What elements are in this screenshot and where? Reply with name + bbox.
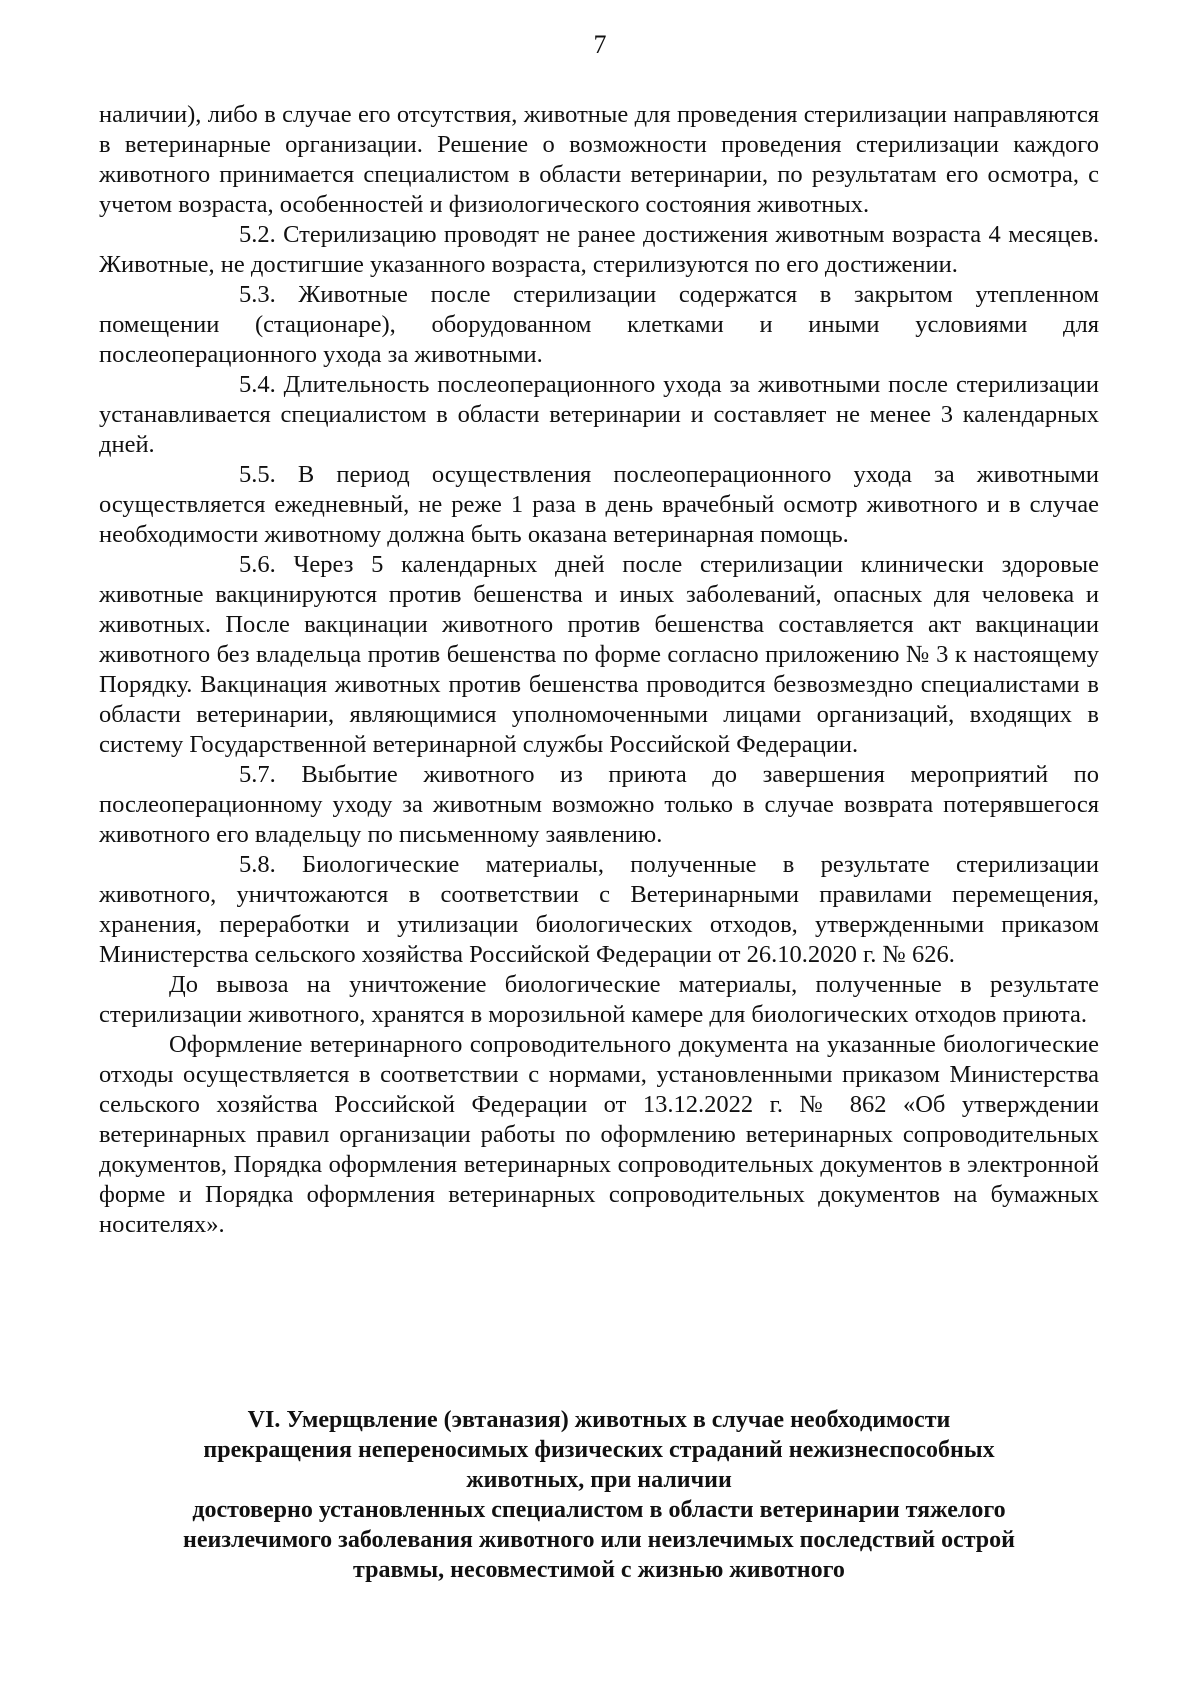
clause-number: 5.5. — [239, 461, 276, 488]
paragraph-storage: До вывоза на уничтожение биологические материалы, полученные в результате стерилизации животного, хранятся в морозильной камере для биологических отходов приюта. — [99, 971, 1099, 1028]
clause-number: 5.6. — [239, 551, 276, 578]
clause-text: Стерилизацию проводят не ранее достижения животным возраста 4 месяцев. Животные, не достигшие указанного возраста, стерилизуются по его достижении. — [99, 221, 1100, 278]
paragraph-5-6 — [99, 550, 1099, 760]
section-title-line: неизлечимого заболевания животного или неизлечимых последствий острой — [183, 1527, 1015, 1553]
clause-text: Животные после стерилизации содержатся в закрытом утепленном помещении (стационаре), оборудованном клетками и иными условиями для послеоперационного ухода за животными. — [99, 281, 1099, 368]
section-title — [99, 1405, 1099, 1585]
clause-number: 5.3. — [239, 281, 276, 308]
section-title-line: достоверно установленных специалистом в области ветеринарии тяжелого — [192, 1497, 1006, 1523]
clause-text: В период осуществления послеоперационного ухода за животными осуществляется ежедневный, не реже 1 раза в день врачебный осмотр животного и в случае необходимости животному должна быть оказана ветеринарная помощь. — [99, 461, 1099, 548]
paragraph-5-5 — [99, 460, 1099, 550]
clause-text: Биологические материалы, полученные в результате стерилизации животного, уничтожаются в соответствии с Ветеринарными правилами перемещения, хранения, переработки и утилизации биологических отходов, утвержденными приказом Министерства сельского хозяйства Российской Федерации от 26.10.2020 г. № 626. — [99, 851, 1099, 968]
paragraph-5-2 — [99, 220, 1099, 280]
paragraph-5-3 — [99, 280, 1099, 370]
paragraph-documentation: Оформление ветеринарного сопроводительного документа на указанные биологические отходы осуществляется в соответствии с нормами, установленными приказом Министерства сельского хозяйства Российской Федерации от 13.12.2022 г. № 862 «Об утверждении ветеринарных правил организации работы по оформлению ветеринарных сопроводительных документов, Порядка оформления ветеринарных сопроводительных документов в электронной форме и Порядка оформления ветеринарных сопроводительных документов на бумажных носителях». — [99, 1031, 1099, 1238]
paragraph-5-4 — [99, 370, 1099, 460]
clause-number: 5.2. — [239, 221, 276, 248]
section-title-line: травмы, несовместимой с жизнью животного — [353, 1557, 845, 1583]
page-number: 7 — [593, 30, 607, 59]
paragraph-5-8 — [99, 850, 1099, 970]
body-text — [99, 100, 1099, 1240]
clause-number: 5.4. — [239, 371, 276, 398]
clause-number: 5.8. — [239, 851, 276, 878]
section-title-line: VI. Умерщвление (эвтаназия) животных в случае необходимости — [247, 1407, 951, 1433]
clause-text: Длительность послеоперационного ухода за животными после стерилизации устанавливается специалистом в области ветеринарии и составляет не менее 3 календарных дней. — [99, 371, 1099, 458]
clause-number: 5.7. — [239, 761, 276, 788]
paragraph-continuation: наличии), либо в случае его отсутствия, животные для проведения стерилизации направляются в ветеринарные организации. Решение о возможности проведения стерилизации каждого животного принимается специалистом в области ветеринарии, по результатам его осмотра, с учетом возраста, особенностей и физиологического состояния животных. — [99, 101, 1099, 218]
clause-text: Через 5 календарных дней после стерилизации клинически здоровые животные вакцинируются против бешенства и иных заболеваний, опасных для человека и животных. После вакцинации животного против бешенства составляется акт вакцинации животного без владельца против бешенства по форме согласно приложению № 3 к настоящему Порядку. Вакцинация животных против бешенства проводится безвозмездно специалистами в области ветеринарии, являющимися уполномоченными лицами организаций, входящих в систему Государственной ветеринарной службы Российской Федерации. — [99, 551, 1099, 758]
clause-text: Выбытие животного из приюта до завершения мероприятий по послеоперационному уходу за животным возможно только в случае возврата потерявшегося животного его владельцу по письменному заявлению. — [99, 761, 1099, 848]
section-title-line: прекращения непереносимых физических страданий нежизнеспособных — [203, 1437, 995, 1463]
section-title-line: животных, при наличии — [466, 1467, 732, 1493]
paragraph-5-7 — [99, 760, 1099, 850]
